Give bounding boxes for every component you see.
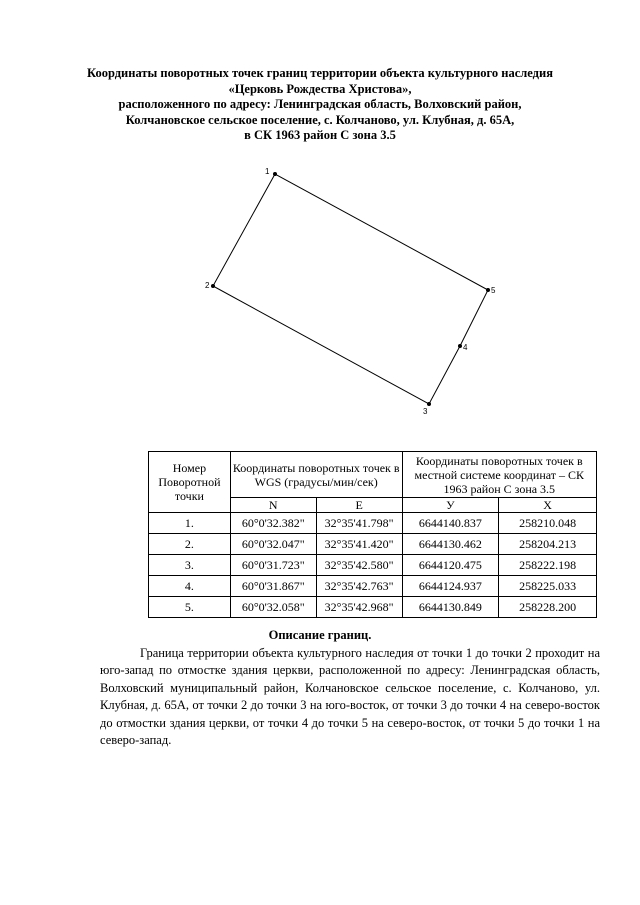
cell-num: 1.	[149, 513, 231, 534]
title-line: в СК 1963 район С зона 3.5	[244, 128, 396, 142]
table-row	[149, 576, 597, 597]
cell-y: 6644130.849	[402, 597, 499, 618]
title-line: Координаты поворотных точек границ территории объекта культурного наследия	[87, 66, 553, 80]
cell-n: 60°0'32.382"	[230, 513, 316, 534]
cell-n: 60°0'31.867"	[230, 576, 316, 597]
cell-e: 32°35'42.580"	[316, 555, 402, 576]
description-text: Граница территории объекта культурного наследия от точки 1 до точки 2 проходит на юго-запад по отмостке здания церкви, расположенной по адресу: Ленинградская область, Волховский муниципальный район, Колчановское сельское поселение, с. Колчаново, ул. Клубная, д. 65А, от точки 2 до точки 3 на юго-восток, от точки 3 до точки 4 на северо-восток до отмостки здания церкви, от точки 4 до точки 5 на северо-восток, от точки 5 до точки 1 на северо-запад.	[100, 646, 600, 748]
cell-y: 6644124.937	[402, 576, 499, 597]
cell-e: 32°35'41.798"	[316, 513, 402, 534]
point-label-4: 4	[463, 343, 468, 352]
description-title: Описание границ.	[268, 628, 372, 642]
title-line: «Церковь Рождества Христова»,	[228, 81, 412, 96]
title-line: расположенного по адресу: Ленинградская область, Волховский район,	[118, 97, 522, 111]
table-row	[149, 534, 597, 555]
point-label-2: 2	[205, 281, 210, 290]
coordinates-table	[148, 451, 597, 618]
point-marker-5	[486, 288, 490, 292]
boundary-plan	[0, 0, 640, 440]
cell-x: 258228.200	[499, 597, 597, 618]
cell-n: 60°0'32.047"	[230, 534, 316, 555]
cell-e: 32°35'42.763"	[316, 576, 402, 597]
cell-n: 60°0'31.723"	[230, 555, 316, 576]
cell-y: 6644130.462	[402, 534, 499, 555]
cell-x: 258225.033	[499, 576, 597, 597]
cell-x: 258204.213	[499, 534, 597, 555]
cell-num: 2.	[149, 534, 231, 555]
header-col-x: X	[499, 498, 597, 513]
cell-num: 4.	[149, 576, 231, 597]
point-label-3: 3	[423, 407, 428, 416]
cell-n: 60°0'32.058"	[230, 597, 316, 618]
point-marker-2	[211, 284, 215, 288]
header-col-y: У	[402, 498, 499, 513]
cell-num: 5.	[149, 597, 231, 618]
table-row	[149, 597, 597, 618]
boundary-polygon	[213, 174, 488, 404]
table-row	[149, 513, 597, 534]
point-label-5: 5	[491, 286, 496, 295]
cell-num: 3.	[149, 555, 231, 576]
cell-y: 6644120.475	[402, 555, 499, 576]
cell-e: 32°35'41.420"	[316, 534, 402, 555]
cell-y: 6644140.837	[402, 513, 499, 534]
point-marker-1	[273, 172, 277, 176]
header-local-group: Координаты поворотных точек в местной системе координат – СК 1963 район С зона 3.5	[402, 452, 596, 498]
point-marker-3	[427, 402, 431, 406]
point-marker-4	[458, 344, 462, 348]
header-col-n: N	[230, 498, 316, 513]
point-label-1: 1	[265, 167, 270, 176]
header-point-number: Номер Поворотной точки	[149, 452, 231, 513]
cell-x: 258210.048	[499, 513, 597, 534]
header-col-e: E	[316, 498, 402, 513]
title-line: Колчановское сельское поселение, с. Колчаново, ул. Клубная, д. 65А,	[125, 112, 515, 127]
header-wgs-group: Координаты поворотных точек в WGS (градусы/мин/сек)	[230, 452, 402, 498]
table-row	[149, 555, 597, 576]
cell-e: 32°35'42.968"	[316, 597, 402, 618]
cell-x: 258222.198	[499, 555, 597, 576]
